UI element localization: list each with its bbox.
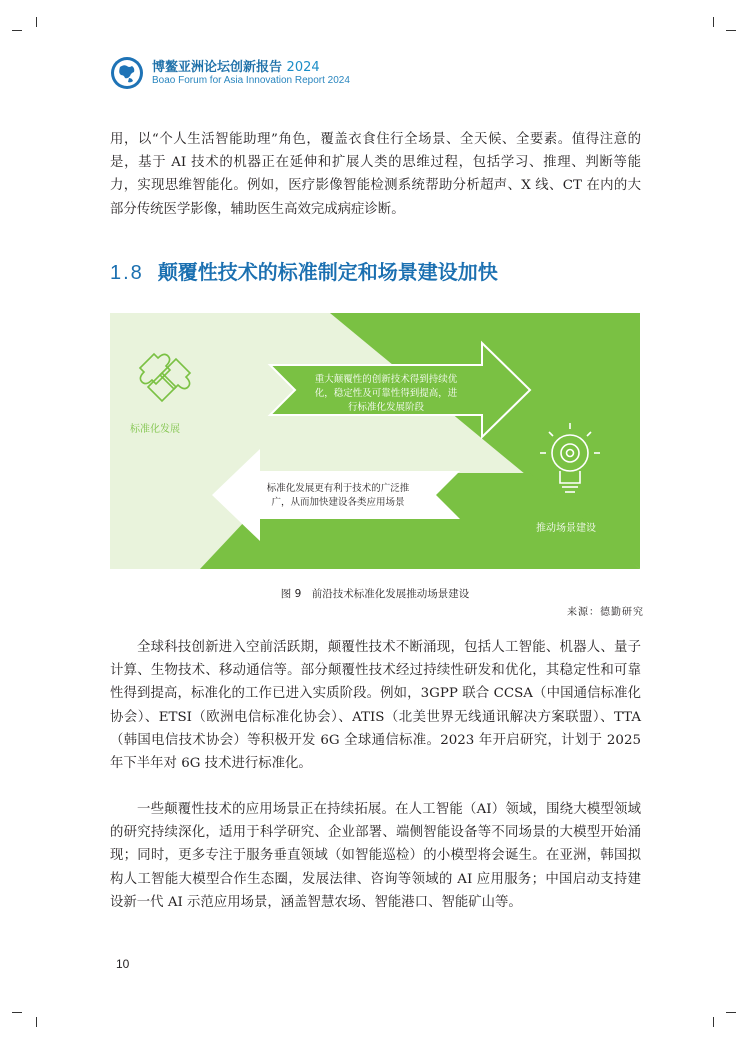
crop-mark-top-right-v (713, 17, 714, 27)
crop-mark-bottom-left-v (36, 1017, 37, 1027)
top-arrow-text-3: 行标准化发展阶段 (347, 402, 425, 413)
crop-mark-bottom-right (726, 1012, 736, 1013)
crop-mark-top-left (12, 30, 22, 31)
crop-mark-top-left-v (36, 17, 37, 27)
top-arrow-text-1: 重大颠覆性的创新技术得到持续优 (314, 374, 458, 385)
body-paragraph-2: 一些颠覆性技术的应用场景正在持续拓展。在人工智能（AI）领域，围绕大模型领域的研究持续深化，适用于科学研究、企业部署、端侧智能设备等不同场景的大模型开始涌现；同时，更多专注于服务垂直领域（如智能巡检）的小模型将会诞生。在亚洲，韩国拟构人工智能大模型合作生态圈，发展法律、咨询等领域的 AI 应用服务；中国启动支持建设新一代 AI 示范应用场景，涵盖智慧农场、智能港口、智能矿山等。 (110, 802, 641, 910)
top-arrow-text-2: 化，稳定性及可靠性得到提高，进 (314, 388, 458, 399)
body-paragraph-1: 全球科技创新进入空前活跃期，颠覆性技术不断涌现，包括人工智能、机器人、量子计算、生物技术、移动通信等。部分颠覆性技术经过持续性研发和优化，其稳定性和可靠性得到提高，标准化的工作已进入实质阶段。例如，3GPP 联合 CCSA（中国通信标准化协会）、ETSI（欧洲电信标准化协会）、ATIS（北美世界无线通讯解决方案联盟）、TTA（韩国电信技术协会）等积极开发 6G 全球通信标准。2023 年开启研究，计划于 2025 年下半年对 6G 技术进行标准化。 (110, 640, 641, 772)
crop-mark-top-right (726, 30, 736, 31)
bottom-arrow-text-1: 标准化发展更有利于技术的广泛推 (266, 483, 410, 494)
section-title: 1.8 颠覆性技术的标准制定和场景建设加快 (110, 260, 498, 284)
crop-mark-bottom-left (12, 1012, 22, 1013)
standardization-figure (110, 313, 640, 569)
crop-mark-bottom-right-v (713, 1017, 714, 1027)
globe-logo-icon (110, 56, 144, 90)
page-number: 10 (116, 957, 130, 971)
figure-caption: 图 9 前沿技术标准化发展推动场景建设 (280, 588, 470, 600)
intro-paragraph: 用，以“个人生活智能助理”角色，覆盖衣食住行全场景、全天候、全要素。值得注意的是，基于 AI 技术的机器正在延伸和扩展人类的思维过程，包括学习、推理、判断等能力，实现思维智能化。例如，医疗影像智能检测系统帮助分析超声、X 线、CT 在内的大部分传统医学影像，辅助医生高效完成病症诊断。 (110, 132, 641, 217)
right-label: 推动场景建设 (536, 523, 596, 534)
figure-source: 来源：德勤研究 (567, 607, 644, 618)
report-title-cn: 博鳌亚洲论坛创新报告 2024 (152, 60, 320, 75)
report-title-en: Boao Forum for Asia Innovation Report 2024 (152, 75, 350, 86)
left-label: 标准化发展 (130, 424, 180, 435)
bottom-arrow-text-2: 广，从而加快建设各类应用场景 (271, 497, 405, 508)
